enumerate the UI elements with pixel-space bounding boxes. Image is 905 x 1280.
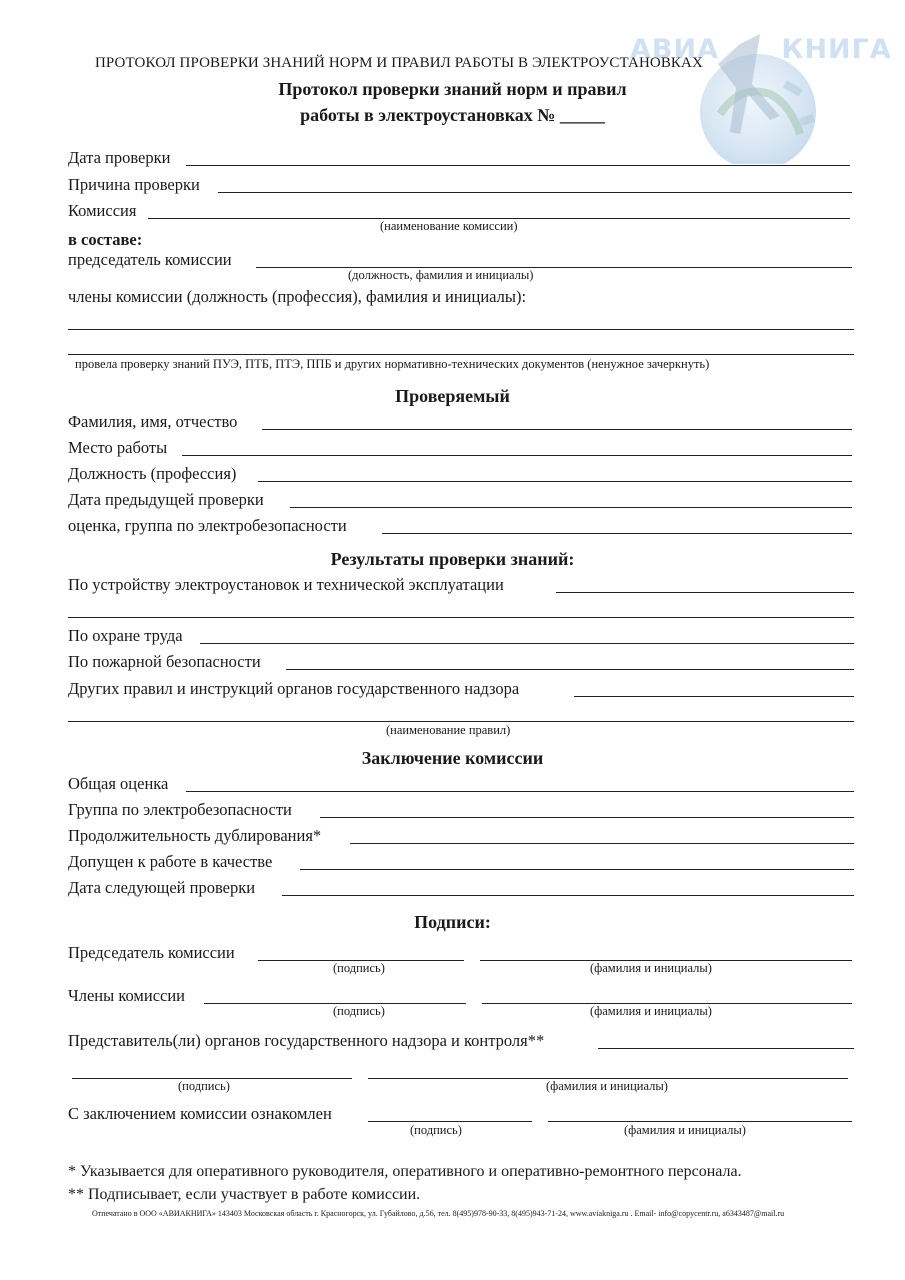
sig-representative-label: Представитель(ли) органов государственного надзора и контроля**: [68, 1031, 545, 1050]
document-title-line1: Протокол проверки знаний норм и правил: [278, 79, 627, 99]
sig-chairman-label: Председатель комиссии: [68, 943, 235, 962]
other-rules-field-2[interactable]: [68, 721, 854, 722]
grade-label: оценка, группа по электробезопасности: [68, 516, 347, 535]
sig-acquainted-name-caption: (фамилия и инициалы): [624, 1123, 746, 1137]
conclusion-heading: Заключение комиссии: [361, 748, 544, 768]
next-date-label: Дата следующей проверки: [68, 878, 256, 897]
position-label: Должность (профессия): [68, 464, 237, 483]
duration-label: Продолжительность дублирования*: [68, 826, 322, 845]
members-label: члены комиссии (должность (профессия), фамилия и инициалы):: [68, 287, 527, 306]
sig-acquainted-sig-caption: (подпись): [410, 1123, 462, 1137]
members-field-1[interactable]: [68, 329, 854, 330]
sig-chairman-name-caption: (фамилия и инициалы): [590, 961, 712, 975]
sig-acquainted-signature-field[interactable]: [368, 1121, 532, 1122]
examinee-heading: Проверяемый: [395, 386, 510, 406]
check-reason-label: Причина проверки: [68, 175, 200, 194]
installations-field[interactable]: [556, 592, 854, 593]
logo-text: АВИА КНИГА: [630, 34, 892, 65]
results-heading: Результаты проверки знаний:: [330, 549, 575, 569]
footnote-1: * Указывается для оперативного руководителя, оперативного и оперативно-ремонтного персонала.: [68, 1163, 742, 1180]
imprint: Отпечатано в ООО «АВИАКНИГА» 143403 Московская область г. Красногорск, ул. Губайлово, д.56, тел. 8(495)978-90-33, 8(495)943-71-24, www.aviaknigа.ru . Email- info@copycentr.ru, a6343487@mail.ru: [92, 1209, 785, 1218]
prev-date-label: Дата предыдущей проверки: [68, 490, 264, 509]
group-label: Группа по электробезопасности: [68, 800, 292, 819]
chairman-label: председатель комиссии: [68, 250, 232, 269]
admitted-label: Допущен к работе в качестве: [68, 852, 273, 871]
other-rules-field[interactable]: [574, 696, 854, 697]
duration-field[interactable]: [350, 843, 854, 844]
admitted-field[interactable]: [300, 869, 854, 870]
prev-date-field[interactable]: [290, 507, 852, 508]
sig-acquainted-label: С заключением комиссии ознакомлен: [68, 1104, 332, 1123]
fire-label: По пожарной безопасности: [68, 652, 261, 671]
footnote-2: ** Подписывает, если участвует в работе комиссии.: [68, 1186, 421, 1203]
installations-label: По устройству электроустановок и технической эксплуатации: [68, 575, 504, 594]
full-name-label: Фамилия, имя, отчество: [68, 412, 238, 431]
signatures-heading: Подписи:: [414, 912, 491, 932]
labor-field[interactable]: [200, 643, 854, 644]
sig-chairman-sig-caption: (подпись): [333, 961, 385, 975]
position-field[interactable]: [258, 481, 852, 482]
grade-field[interactable]: [382, 533, 852, 534]
rules-caption: (наименование правил): [386, 723, 511, 737]
check-reason-field[interactable]: [218, 192, 852, 193]
workplace-label: Место работы: [68, 438, 168, 457]
next-date-field[interactable]: [282, 895, 854, 896]
commission-caption: (наименование комиссии): [380, 219, 518, 233]
conducted-caption: провела проверку знаний ПУЭ, ПТБ, ПТЭ, ППБ и других нормативно-технических документов (ненужное зачеркнуть): [75, 357, 710, 371]
sig-members-sig-caption: (подпись): [333, 1004, 385, 1018]
check-date-field[interactable]: [186, 165, 850, 166]
chairman-caption: (должность, фамилия и инициалы): [348, 268, 534, 282]
sig-members-name-caption: (фамилия и инициалы): [590, 1004, 712, 1018]
labor-label: По охране труда: [68, 626, 183, 645]
sig-representative-field[interactable]: [598, 1048, 854, 1049]
check-date-label: Дата проверки: [68, 148, 171, 167]
group-field[interactable]: [320, 817, 854, 818]
sig-acquainted-name-field[interactable]: [548, 1121, 852, 1122]
sig-members-label: Члены комиссии: [68, 986, 186, 1005]
chairman-field[interactable]: [256, 267, 852, 268]
overall-field[interactable]: [186, 791, 854, 792]
sig-representative-name-caption: (фамилия и инициалы): [546, 1079, 668, 1093]
document-title-line2: работы в электроустановках № _____: [300, 105, 605, 125]
members-field-2[interactable]: [68, 354, 854, 355]
installations-field-2[interactable]: [68, 617, 854, 618]
other-rules-label: Других правил и инструкций органов государственного надзора: [68, 679, 520, 698]
commission-label: Комиссия: [68, 201, 137, 220]
top-title: ПРОТОКОЛ ПРОВЕРКИ ЗНАНИЙ НОРМ И ПРАВИЛ РАБОТЫ В ЭЛЕКТРОУСТАНОВКАХ: [95, 55, 703, 71]
sig-representative-sig-caption: (подпись): [178, 1079, 230, 1093]
overall-label: Общая оценка: [68, 774, 169, 793]
fire-field[interactable]: [286, 669, 854, 670]
composition-label: в составе:: [68, 230, 143, 249]
workplace-field[interactable]: [182, 455, 852, 456]
full-name-field[interactable]: [262, 429, 852, 430]
